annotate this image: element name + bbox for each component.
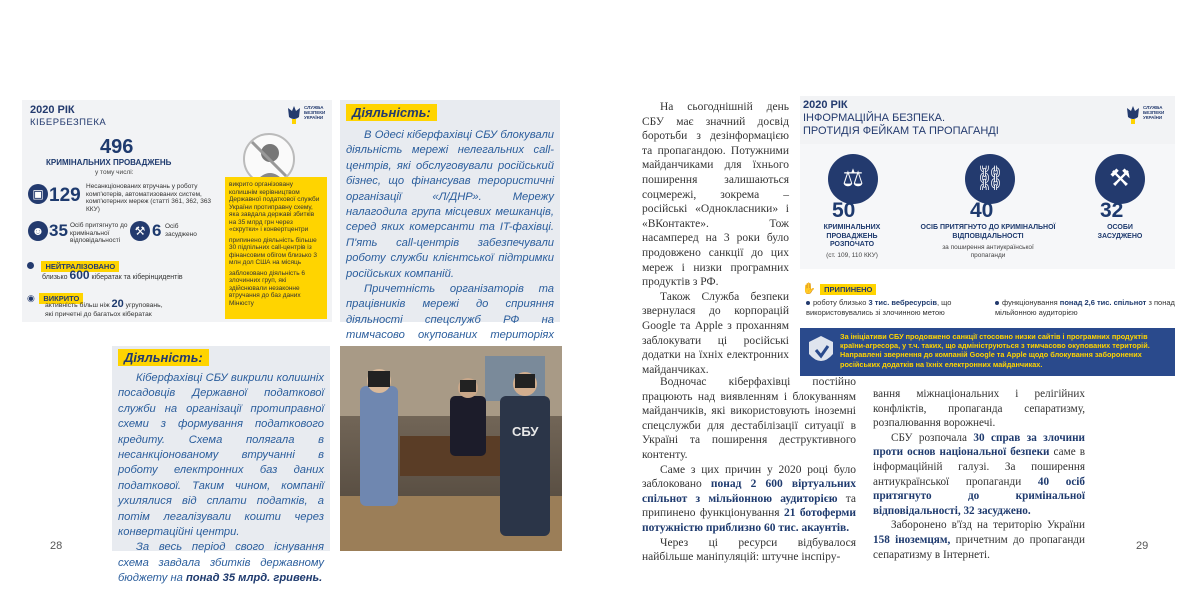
stat-50-number: 50 bbox=[832, 199, 856, 222]
activity1-title: Діяльність: bbox=[346, 104, 437, 121]
left-section: КІБЕРБЕЗПЕКА bbox=[30, 117, 107, 128]
yellow-facts-box bbox=[225, 177, 327, 319]
activity1-p2: Причетність організаторів та працівників мережі до сприяння діяльності спецслужб РФ на тимчасово окупованих територіях bbox=[346, 283, 554, 342]
right-body-p2-b1: 30 справ за злочини проти основ національної безпеки bbox=[873, 431, 1085, 459]
activity2-p1: Кіберфахівці СБУ викрили колишніх посадовців Державної податкової служби на організації протиправної схеми з формування податкового кредиту. Схема полягала в несанкціонованому втручанні в роботу електронних баз даних податкової. Таким чином, компанії ухилялися від сплати податків, а потім легалізували кошти через конвертаційні центри. bbox=[118, 372, 324, 539]
right-body-p2-pre: СБУ розпочала bbox=[891, 431, 967, 444]
hand-shield-icon bbox=[806, 334, 836, 370]
neutralized-text bbox=[42, 268, 183, 282]
activity1-body bbox=[346, 128, 554, 359]
right-body-p3 bbox=[873, 518, 1085, 562]
stat-129-number: 129 bbox=[49, 185, 81, 206]
middle-p2: Також Служба безпеки звернулася до корпорацій Google та Apple з проханням заблокувати ці російські додатки на їхніх електронних майданчиках. bbox=[642, 290, 789, 376]
right-body bbox=[873, 387, 1085, 562]
exposed-number: 20 bbox=[111, 298, 124, 310]
stopped-right-bold: понад 2,6 тис. спільнот bbox=[1059, 298, 1147, 307]
right-title-2: ПРОТИДІЯ ФЕЙКАМ ТА ПРОПАГАНДІ bbox=[803, 125, 999, 137]
sanctions-banner bbox=[800, 328, 1175, 376]
middle-p4-b2: 21 ботоферми потужністю приблизно 60 тис. акаунтів. bbox=[642, 507, 857, 534]
stopped-right bbox=[995, 298, 1175, 317]
handcuffs-icon: ⛓ bbox=[965, 154, 1015, 204]
middle-column bbox=[642, 100, 789, 377]
trident-icon bbox=[286, 105, 302, 125]
exposed-line2: які причетні до багатьох кібератак bbox=[45, 311, 152, 318]
stopped-right-post: з понад мільйонною аудиторією bbox=[995, 298, 1175, 317]
main-stat-label: КРИМІНАЛЬНИХ ПРОВАДЖЕНЬ bbox=[46, 158, 172, 167]
main-stat-number: 496 bbox=[100, 136, 134, 158]
stat-35-number: 35 bbox=[49, 221, 68, 240]
middle-column-lower bbox=[642, 375, 856, 565]
yellow-fact-1: викрито організовану колишнім керівництвом Державної податкової служби України протиправну схему, яка завдала державі збитків на 35 млрд грн через «скрутки» і конвертцентри bbox=[229, 181, 320, 233]
stat-35-text: Осіб притягнуто до кримінальної відповідальності bbox=[70, 222, 128, 244]
bullet-dot bbox=[806, 301, 810, 305]
right-sbu-logo bbox=[1125, 103, 1175, 129]
stat-50-label: КРИМІНАЛЬНИХ ПРОВАДЖЕНЬ РОЗПОЧАТО bbox=[823, 224, 881, 249]
stopped-left-pre: роботу близько bbox=[813, 298, 867, 307]
stopped-left-bold: 3 тис. вебресурсів bbox=[868, 298, 937, 307]
middle-p5: Через ці ресурси відбувалося найбільше маніпуляцій: штучне інспіру- bbox=[642, 536, 856, 564]
activity2-p2-pre: За весь період свого існування схема завдала збитків державному бюджету на bbox=[118, 541, 324, 585]
right-body-p3-bold: 158 іноземцям, bbox=[873, 533, 951, 546]
exposed-label: ВИКРИТО bbox=[39, 293, 83, 304]
stop-icon bbox=[27, 262, 34, 269]
right-title-1: ІНФОРМАЦІЙНА БЕЗПЕКА. bbox=[803, 112, 946, 124]
search-photo bbox=[340, 346, 562, 551]
sbu-vest-badge: СБУ bbox=[512, 424, 539, 439]
main-stat-sub: у тому числі: bbox=[95, 169, 134, 176]
activity2-body bbox=[118, 371, 324, 587]
right-year: 2020 РІК bbox=[803, 99, 848, 111]
stat-129-text: Несанкціонованих втручань у роботу комп'ютерів, автоматизованих систем, комп'ютерних мереж (статті 361, 362, 363 ККУ) bbox=[86, 183, 212, 213]
stat-40-number: 40 bbox=[970, 199, 994, 222]
sbu-logo bbox=[286, 103, 330, 129]
stat-50-sub: (ст. 109, 110 ККУ) bbox=[826, 252, 878, 259]
gavel-icon: ⚒ bbox=[130, 221, 150, 241]
right-body-p3-post: причетним до пропаганди сепаратизму в Інтернеті. bbox=[873, 533, 1085, 561]
hand-stop-icon: ✋ bbox=[802, 283, 816, 295]
trident-icon bbox=[1125, 105, 1141, 125]
computer-icon: ▣ bbox=[28, 184, 48, 204]
stat-32-number: 32 bbox=[1100, 199, 1124, 222]
activity2-title: Діяльність: bbox=[118, 349, 209, 366]
stat-6-text: Осіб засуджено bbox=[165, 223, 197, 238]
activity2-p2-bold: понад 35 млрд. гривень. bbox=[185, 572, 323, 585]
neutralized-post: кібератак та кіберінцидентів bbox=[91, 274, 183, 281]
logo-text: СЛУЖБА БЕЗПЕКИ УКРАЇНИ bbox=[304, 105, 326, 120]
activity1-callout bbox=[340, 100, 560, 342]
stopped-left bbox=[806, 298, 986, 317]
exposed-pre: активність більш ніж bbox=[45, 302, 110, 309]
activity1-p1: В Одесі кіберфахівці СБУ блокували діяльність мережі нелегальних call-центрів, які обслуговували російський бізнес, що фінансував терористичні організації «Л/ДНР». Мережу налагодила група місцевих мешканців, серед яких комерсанти та IT-фахівці. П'ять call-центрів забезпечували роботу служби клієнтської підтримки російських компаній. bbox=[346, 129, 554, 280]
scales-icon: ⚖ bbox=[828, 154, 878, 204]
people-icon: ☻ bbox=[28, 221, 48, 241]
middle-p4-pre: Саме з цих причин у 2020 році було заблоковано bbox=[642, 463, 856, 491]
stopped-right-pre: функціонування bbox=[1002, 298, 1058, 307]
eye-icon: ◉ bbox=[27, 293, 35, 303]
right-body-p1: вання міжнаціональних і релігійних конфліктів, пропаганда сепаратизму, розпалювання ворожнечі. bbox=[873, 388, 1085, 430]
neutralized-pre: близько bbox=[42, 274, 68, 281]
middle-p3: Водночас кіберфахівці постійно працюють над виявленням і блокуванням майданчиків, які використовують іноземні спецслужби для дестабілізації ситуації в Україні та поширення деструктивного контенту. bbox=[642, 376, 856, 461]
middle-p4-b1: понад 2 600 віртуальних спільнот з мільйонною аудиторією bbox=[642, 478, 857, 505]
stopped-left-post: , що використовувались зі злочинною метою bbox=[806, 298, 952, 317]
stopped-label: ПРИПИНЕНО bbox=[820, 284, 876, 295]
right-logo-text: СЛУЖБА БЕЗПЕКИ УКРАЇНИ bbox=[1143, 105, 1165, 120]
left-year: 2020 РІК bbox=[30, 104, 75, 116]
right-body-p2-mid: саме в інформаційній галузі. За поширення антиукраїнської пропаганди bbox=[873, 446, 1086, 488]
exposed-text bbox=[45, 300, 163, 319]
stopped-row bbox=[802, 279, 876, 297]
middle-p1: На сьогоднішній день СБУ має значний досвід боротьби з дезінформацією та пропагандою. Потужними майданчиками для їхнього поширення залишаються соцмережі, зокрема – російські «Однокласники» і «ВКонтакте». Тож насамперед на 3 роки було продовжено санкції до цих мереж і низки програмних продуктів з РФ. bbox=[642, 101, 789, 289]
right-page-number: 29 bbox=[1136, 540, 1149, 552]
bullet-dot bbox=[995, 301, 999, 305]
stat-32-label: ОСОБИ ЗАСУДЖЕНО bbox=[1097, 224, 1143, 240]
yellow-fact-3: заблоковано діяльність 6 злочинних груп, які здійснювали незаконне втручання до баз даних Мінюсту bbox=[229, 269, 306, 307]
exposed-post: угруповань, bbox=[125, 302, 163, 309]
activity2-p2 bbox=[118, 540, 324, 586]
yellow-fact-2: припинено діяльність більше 30 підпільних call-центрів із фінансовим обігом близько 3 млн дол США на місяць bbox=[229, 236, 317, 266]
neutralized-label: НЕЙТРАЛІЗОВАНО bbox=[41, 261, 119, 272]
right-body-p2 bbox=[873, 431, 1085, 519]
neutralized-number: 600 bbox=[69, 268, 90, 282]
right-body-p2-b2: 40 осіб притягнуто до кримінальної відповідальності, 32 засуджено. bbox=[873, 475, 1086, 517]
stat-40-sub: за поширення антиукраїнської пропаганди bbox=[942, 244, 1034, 259]
middle-p4-mid: та припинено функціонування bbox=[642, 492, 856, 520]
stat-6-number: 6 bbox=[152, 221, 162, 240]
stat-40-label: ОСІБ ПРИТЯГНУТО ДО КРИМІНАЛЬНОЇ ВІДПОВІДАЛЬНОСТІ bbox=[920, 224, 1056, 240]
left-page-number: 28 bbox=[50, 540, 63, 552]
banner-text: За ініціативи СБУ продовжено санкції стосовно низки сайтів і програмних продуктів країни-агресора, у т.ч. таких, що адмініструються з тимчасово окупованих територій. Направлені звернення до компаній Google та Apple щодо блокування заборонених російських додатків на їхніх електронних майданчиках. bbox=[840, 332, 1150, 369]
activity2-callout bbox=[112, 346, 330, 585]
middle-p4 bbox=[642, 463, 856, 536]
gavel-icon-large: ⚒ bbox=[1095, 154, 1145, 204]
right-body-p3-pre: Заборонено в'їзд на територію України bbox=[891, 519, 1085, 532]
